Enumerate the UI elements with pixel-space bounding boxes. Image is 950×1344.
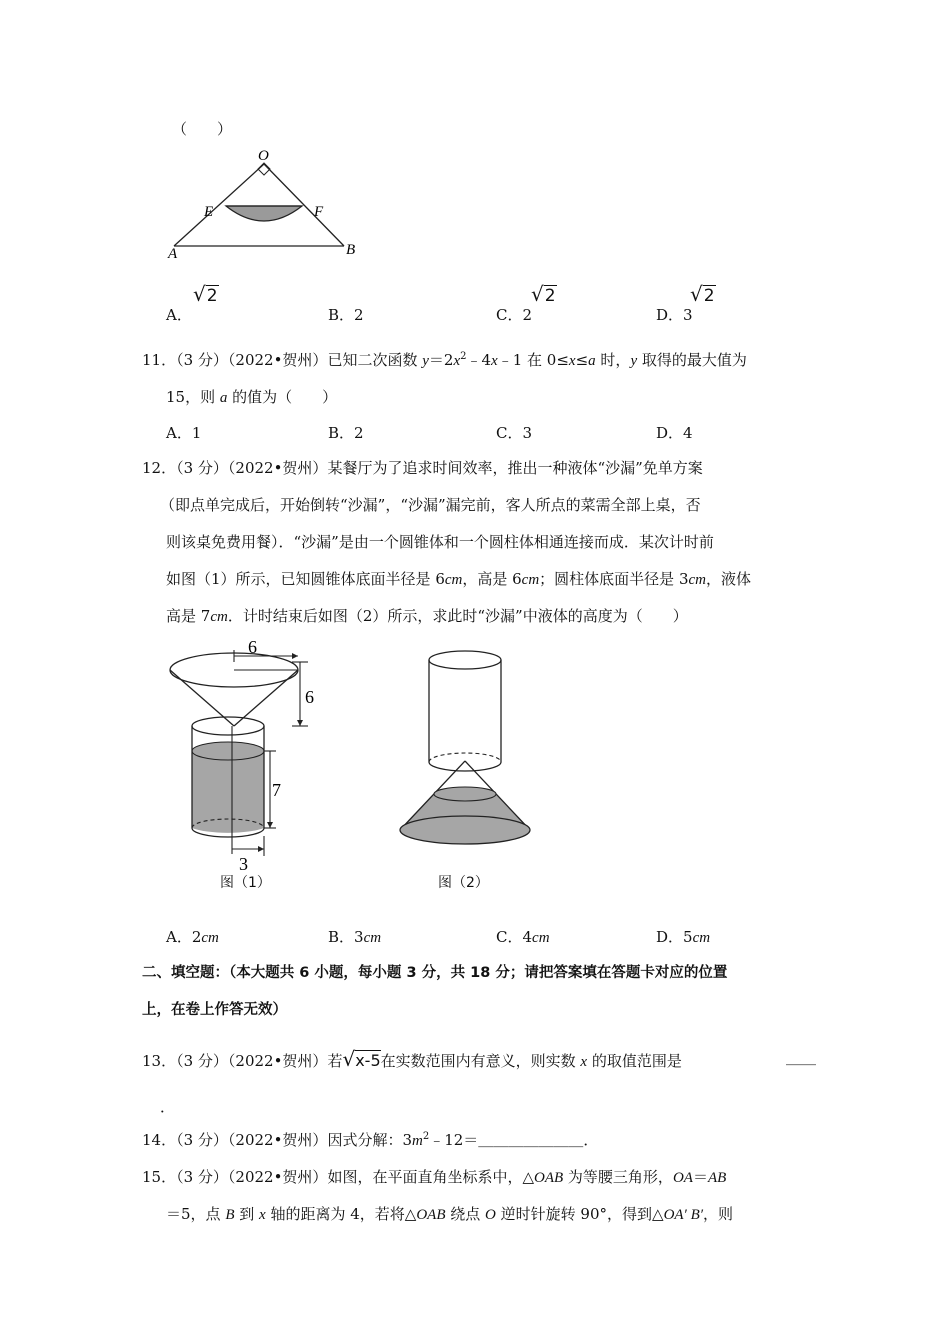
q10-figure [160,146,370,266]
q11-line-1: 11．（3 分）（2022•贺州）已知二次函数 $y=2x^2﹣4x﹣1$ 在 0≤x≤a 时，y 取得的最大值为 [142,351,747,369]
q10-side-oa [174,164,264,246]
section-2-heading-line-2: 上，在卷上作答无效） [142,1002,287,1018]
q10-label-o: O [258,148,269,164]
q10-option-d-radical: √2 [690,282,715,306]
q10-option-b: B．2 [328,306,364,324]
q15-line-2: ＝5，点 B 到 x 轴的距离为 4，若将△OAB 绕点 O 逆时针旋转 90°，得到△OA′ B′，则 [166,1205,734,1223]
q12-line-3: 则该桌免费用餐）．“沙漏”是由一个圆锥体和一个圆柱体相通连接而成．某次计时前 [166,533,714,551]
q13-number: 13． [142,1052,177,1070]
q15-source: （2022•贺州） [227,1168,328,1186]
q12-figure-1 [160,636,330,896]
fig1-liquid-top [192,742,264,760]
q14-source: （2022•贺州） [227,1131,328,1149]
q11-source: （2022•贺州） [227,351,328,369]
q10-option-c: C．2 [496,306,533,324]
q10-option-a: A． [166,306,192,324]
fig1-r-cyl-label: 3 [239,854,248,874]
q12-line-1: 12．（3 分）（2022•贺州）某餐厅为了追求时间效率，推出一种液体“沙漏”免单方案 [142,459,703,477]
fig1-h-cone-label: 6 [305,687,314,707]
q12-line-5: 高是 7cm．计时结束后如图（2）所示，求此时“沙漏”中液体的高度为（ ） [166,607,688,625]
fig2-cyl-bottom [429,762,501,771]
q12-score: （3 分） [176,459,228,477]
q12-figure-2 [390,636,540,856]
q15-number: 15． [142,1168,177,1186]
q11-option-a: A．1 [166,424,202,442]
fig2-liquid-top [434,787,496,801]
q10-blank: （ ） [172,120,233,138]
q12-option-b: B．3cm [328,928,382,946]
q14-line: 14．（3 分）（2022•贺州）因式分解：$3m^2﹣12=\_\_\_\_\_\_\_$． [142,1131,599,1149]
q13-score: （3 分） [176,1052,228,1070]
q15-score: （3 分） [176,1168,228,1186]
q10-option-a-radical: √2 [193,282,218,306]
q12-number: 12． [142,459,177,477]
q13-source: （2022•贺州） [227,1052,328,1070]
q13-line: 13．（3 分）（2022•贺州）若√x-5在实数范围内有意义，则实数 x 的取值范围是 [142,1047,682,1071]
q11-line-2: 15，则 a 的值为（ ） [166,388,338,406]
q12-option-d: D．5cm [656,928,711,946]
q12-option-a: A．2cm [166,928,219,946]
q12-figure-1-caption: 图（1） [220,875,271,891]
q13-answer-blank: ＿＿ [786,1049,817,1067]
q11-score: （3 分） [176,351,228,369]
q11-option-b: B．2 [328,424,364,442]
q10-label-b: B [346,242,356,258]
q12-line-2: （即点单完成后，开始倒转“沙漏”，“沙漏”漏完前，客人所点的菜需全部上桌，否 [160,496,701,514]
q11-option-c: C．3 [496,424,533,442]
q14-number: 14． [142,1131,177,1149]
q14-answer-blank: ＿＿＿＿＿＿＿ [478,1131,584,1149]
section-2-heading-line-1: 二、填空题：（本大题共 6 小题，每小题 3 分，共 18 分；请把答案填在答题卡对应的位置 [142,965,728,981]
q12-line-4: 如图（1）所示，已知圆锥体底面半径是 6cm，高是 6cm；圆柱体底面半径是 3cm，液体 [166,570,751,588]
fig1-r-cone-label: 6 [248,637,257,657]
q10-option-c-radical: √2 [531,282,556,306]
q13-radical: √x-5 [342,1047,381,1071]
fig1-liquid [192,751,264,833]
q10-label-a: A [168,246,178,262]
fig2-cone-base [400,816,530,844]
q10-shaded-segment [226,206,302,221]
q13-end: ． [160,1098,176,1116]
q11-option-d: D．4 [656,424,693,442]
q10-option-d: D．3 [656,306,693,324]
q14-score: （3 分） [176,1131,228,1149]
q12-source: （2022•贺州） [227,459,328,477]
q10-side-ob [264,164,344,246]
q11-number: 11． [142,351,177,369]
q12-figure-2-caption: 图（2） [438,875,489,891]
fig1-h-liquid-label: 7 [272,780,281,800]
q10-label-e: E [204,204,214,220]
fig1-cyl-top [192,717,264,735]
fig2-cyl-top [429,651,501,669]
q10-label-f: F [314,204,324,220]
q12-option-c: C．4cm [496,928,550,946]
q15-line-1: 15．（3 分）（2022•贺州）如图，在平面直角坐标系中，△OAB 为等腰三角形，OA＝AB [142,1168,727,1186]
